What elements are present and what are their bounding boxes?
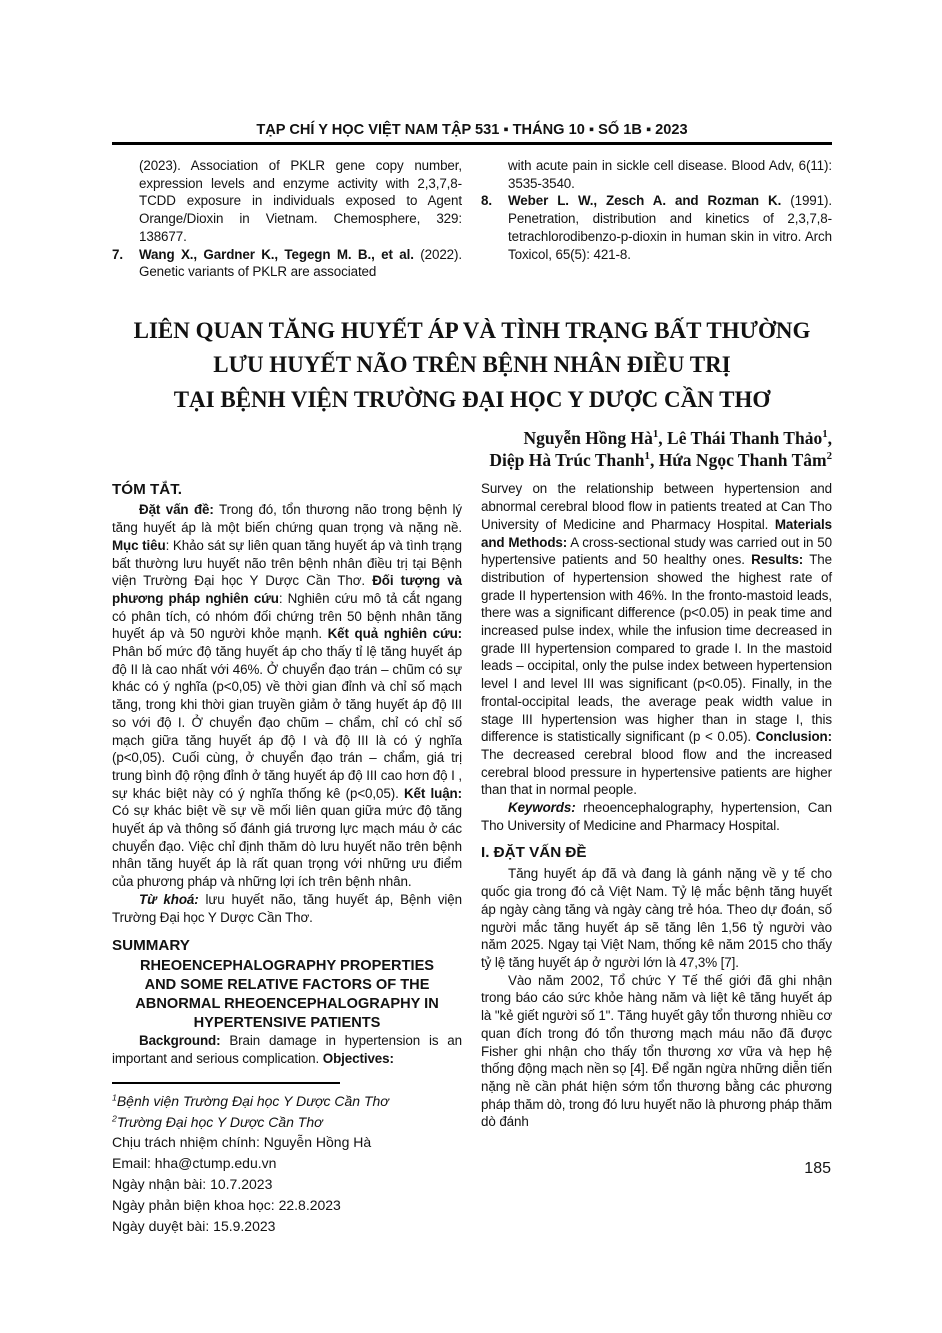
introduction-paragraph-1: Tăng huyết áp đã và đang là gánh nặng về y tế cho quốc gia trong đó cả Việt Nam. Tỷ lệ mắc bệnh tăng huyết áp ngày càng tăng và ngày càng trẻ hóa. Theo dự đoán, số người mắc tăng huyết áp sẽ tăng lên 1,56 tỷ người vào năm 2025. Ngay tại Việt Nam, thống kê năm 2015 cho thấy tỷ lệ tăng huyết áp ở người lớn là 47,3% [7]. — [481, 866, 832, 970]
summary-keywords-english: Keywords: rheoencephalography, hypertension, Can Tho University of Medicine and Pharmacy Hospital. — [481, 800, 832, 833]
reference-text: Weber L. W., Zesch A. and Rozman K. (1991). Penetration, distribution and kinetics of 2,3,7,8-tetrachlorodibenzo-p-dioxin in human skin in vitro. Arch Toxicol, 65(5): 421-8. — [508, 193, 832, 262]
page-content — [112, 121, 832, 1236]
page-number: 185 — [804, 1160, 831, 1177]
reference-text: with acute pain in sickle cell disease. Blood Adv, 6(11): 3535-3540. — [508, 158, 832, 191]
right-column — [481, 480, 832, 1236]
reference-entry-continuation — [481, 157, 832, 192]
article-title — [112, 314, 832, 418]
summary-abstract-english: Survey on the relationship between hypertension and abnormal cerebral blood flow in patients treated at Can Tho University of Medicine and Pharmacy Hospital. Materials and Methods: A cross-sectional study was carried out in 50 hypertensive patients and 50 healthy ones. Results: The distribution of hypertension showed the highest rate of grade II hypertension with 46%. In the fronto-mastoid leads, there was a significant difference (p<0.05) in peak time and increased pulse index, while the infusion time decreased in grade III hypertension compared to grade I. In the mastoid leads – occipital, only the pulse index between hypertension level I and level III was significant (p<0.05). Finally, in the frontal-occipital leads, the average peak width value in stage III hypertension was higher than in stage I, this difference is statistically significant (p < 0.05). Conclusion: The decreased cerebral blood flow and the increased cerebral blood pressure in hypertensive patients are higher than that in normal people. — [481, 481, 832, 798]
reference-entry-8 — [481, 192, 832, 263]
article-title-line: LIÊN QUAN TĂNG HUYẾT ÁP VÀ TÌNH TRẠNG BẤT THƯỜNG — [133, 317, 811, 343]
reference-number: 7. — [112, 246, 123, 262]
references-right-column — [481, 157, 832, 281]
summary-background-paragraph: Background: Brain damage in hypertension is an important and serious complication. Objectives: — [112, 1033, 462, 1067]
footnote-date-received: Ngày nhận bài: 10.7.2023 — [112, 1176, 273, 1193]
article-title-line: TẠI BỆNH VIỆN TRƯỜNG ĐẠI HỌC Y DƯỢC CẦN THƠ — [173, 386, 771, 412]
footnote-affiliation-2: $^2$Trường Đại học Y Dược Cần Thơ — [112, 1113, 323, 1130]
reference-number: 8. — [481, 193, 492, 209]
footnote-date-reviewed: Ngày phản biện khoa học: 22.8.2023 — [112, 1196, 341, 1213]
footnote-date-accepted: Ngày duyệt bài: 15.9.2023 — [112, 1217, 276, 1234]
header-rule — [112, 142, 832, 145]
references-left-column — [112, 157, 462, 281]
summary-title-line: HYPERTENSIVE PATIENTS — [193, 1014, 381, 1031]
footnote-affiliation-1: $^1$Bệnh viện Trường Đại học Y Dược Cần Thơ — [112, 1092, 389, 1109]
summary-title-line: AND SOME RELATIVE FACTORS OF THE — [144, 977, 430, 994]
footnote-email: Email: hha@ctump.edu.vn — [112, 1155, 277, 1172]
left-column — [112, 480, 462, 1236]
summary-title-line: RHEOENCEPHALOGRAPHY PROPERTIES — [139, 958, 435, 975]
author-line: Diệp Hà Trúc Thanh$^1$, Hứa Ngọc Thanh Tâm$^2$ — [489, 450, 832, 471]
body-columns — [112, 480, 832, 1236]
footnote-rule — [112, 1082, 340, 1084]
summary-title-line: ABNORMAL RHEOENCEPHALOGRAPHY IN — [135, 995, 439, 1012]
summary-heading: SUMMARY — [112, 937, 190, 955]
author-line: Nguyễn Hồng $Hà^1$, Lê Thái Thanh Thảo$^1$, — [523, 428, 832, 449]
reference-entry-7 — [112, 246, 462, 281]
references-section — [112, 157, 832, 281]
article-title-line: LƯU HUYẾT NÃO TRÊN BỆNH NHÂN ĐIỀU TRỊ — [213, 352, 731, 378]
introduction-heading: I. ĐẶT VẤN ĐỀ — [481, 844, 587, 862]
tomtat-keywords-paragraph: Từ khoá: lưu huyết não, tăng huyết áp, Bệnh viện Trường Đại học Y Dược Cần Thơ. — [112, 891, 462, 925]
author-list — [112, 427, 832, 471]
introduction-paragraph-2: Vào năm 2002, Tổ chức Y Tế thế giới đã ghi nhận trong báo cáo sức khỏe hàng năm và liệt kê tăng huyết áp là "kẻ giết người số 1". Tăng huyết gây tổn thương nhiều cơ quan đích trong đó tổn thương mạch máu não đã được Fisher ghi nhận cho thấy tổn thương xơ vữa và hẹp hệ thống động mạch nền sọ [4]. Để ngăn ngừa những diễn tiến nặng nề cần phát hiện sớm tổn thương bằng các phương pháp thăm dò, trong đó lưu huyết não là phương pháp thăm dò đánh — [481, 972, 832, 1130]
journal-running-head: TẠP CHÍ Y HỌC VIỆT NAM TẬP 531 ▪ THÁNG 10 ▪ SỐ 1B ▪ 2023 — [256, 122, 688, 138]
summary-title — [112, 957, 462, 1032]
tomtat-abstract-paragraph: Đặt vấn đề: Trong đó, tổn thương não trong bệnh lý tăng huyết áp là một biến chứng quan trọng và nặng nề. Mục tiêu: Khảo sát sự liên quan tăng huyết áp và tình trạng bất thường lưu huyết não trên bệnh nhân điều trị tại Bệnh viện Trường Đại học Y Dược Cần Thơ. Đối tượng và phương pháp nghiên cứu: Nghiên cứu mô tả cắt ngang có phân tích, có nhóm đối chứng trên 50 bệnh nhân tăng huyết áp và 50 người khỏe mạnh. Kết quả nghiên cứu: Phân bố mức độ tăng huyết áp cho thấy tỉ lệ tăng huyết áp độ II là cao nhất với 46%. Ở chuyển đạo trán – chũm có sự khác có ý nghĩa (p<0,05) về thời gian đỉnh và chỉ số mạch tăng, trong khi thời gian truyền giảm ở tăng huyết áp độ III so với độ I. Ở chuyển đạo chũm – chẩm, chỉ có chỉ số mạch giữa tăng huyết áp độ I và độ III là có ý nghĩa (p<0,05). Cuối cùng, ở chuyển đạo trán – chẩm, giá trị trung bình độ rộng đỉnh ở tăng huyết áp độ III cao hơn độ I , sự khác biệt này có ý nghĩa thống kê (p<0,05). Kết luận: Có sự khác biệt về sự về mối liên quan giữa mức độ tăng huyết áp và thông số đánh giá trương lực mạch máu ở các chuyển đạo. Việc chỉ định thăm dò lưu huyết não trên bệnh nhân tăng huyết áp là rất quan trọng với những ưu điểm của phương pháp và những lợi ích trên bệnh nhân. — [112, 502, 463, 890]
reference-entry-continuation — [112, 157, 462, 246]
reference-text: (2023). Association of PKLR gene copy number, expression levels and enzyme activity with 2,3,7,8-TCDD exposure in individuals exposed to Agent Orange/Dioxin in Vietnam. Chemosphere, 329: 138677. — [139, 158, 462, 244]
footnote-corresponding-author: Chịu trách nhiệm chính: Nguyễn Hồng Hà — [112, 1134, 372, 1151]
reference-text: Wang X., Gardner K., Tegegn M. B., et al. (2022). Genetic variants of PKLR are associated — [139, 246, 462, 280]
tomtat-heading: TÓM TẮT. — [112, 481, 183, 499]
